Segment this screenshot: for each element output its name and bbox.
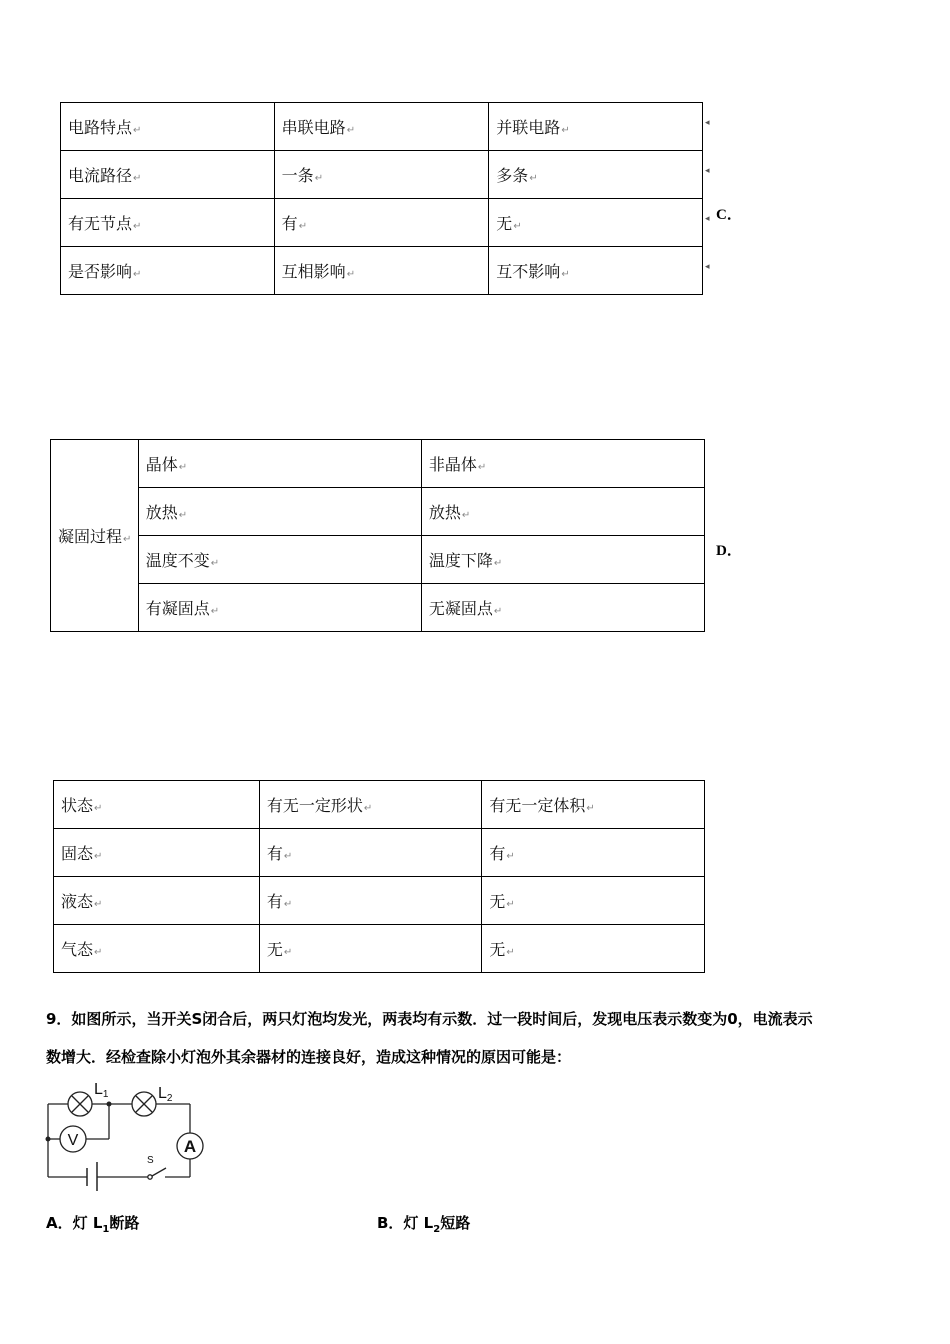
cell-text: 有无一定形状 xyxy=(266,796,363,815)
paragraph-mark: ↵ xyxy=(363,803,373,814)
cell-text: 互相影响 xyxy=(281,262,346,281)
table-cell xyxy=(61,151,275,199)
table-cell xyxy=(138,584,421,632)
paragraph-mark: ↵ xyxy=(210,606,220,617)
lamp-l2-icon xyxy=(132,1092,156,1116)
lamp-l1-icon xyxy=(68,1092,92,1116)
table-row xyxy=(54,925,705,973)
cell-text: 气态 xyxy=(61,940,94,959)
paragraph-mark: ↵ xyxy=(178,462,188,473)
paragraph-mark: ↵ xyxy=(314,173,324,184)
paragraph-mark: ↵ xyxy=(94,803,103,814)
cell-text: 串联电路 xyxy=(281,118,346,137)
paragraph-mark: ↵ xyxy=(461,510,471,521)
paragraph-mark: ↵ xyxy=(94,947,103,958)
table-row xyxy=(54,829,705,877)
paragraph-mark: ↵ xyxy=(346,125,356,136)
cell-text: 无 xyxy=(496,214,513,233)
ammeter-icon xyxy=(177,1133,203,1159)
paragraph-mark: ↵ xyxy=(561,269,570,280)
table-cell xyxy=(51,440,139,632)
voltmeter-icon xyxy=(60,1126,86,1152)
cell-text: 是否影响 xyxy=(68,262,133,281)
table-cell xyxy=(259,925,482,973)
paragraph-mark: ↵ xyxy=(133,173,142,184)
cell-text: 多条 xyxy=(496,166,529,185)
table-row xyxy=(51,584,705,632)
cell-text: 有无一定体积 xyxy=(489,796,586,815)
paragraph-mark: ↵ xyxy=(493,558,503,569)
table-cell xyxy=(482,925,705,973)
cell-text: 状态 xyxy=(61,796,94,815)
table-cell xyxy=(54,877,260,925)
battery-icon xyxy=(87,1162,97,1191)
table-cell xyxy=(61,103,275,151)
row-end-mark: ◂ xyxy=(705,118,710,128)
cell-text: 无 xyxy=(266,940,283,959)
answer-a: A．灯 $L_1$断路 xyxy=(46,1214,140,1235)
table-row xyxy=(61,151,703,199)
table-cell xyxy=(421,488,704,536)
paragraph-mark: ↵ xyxy=(94,899,103,910)
paragraph-mark: ↵ xyxy=(123,534,132,545)
row-end-mark: ◂ xyxy=(705,166,710,176)
cell-text: 液态 xyxy=(61,892,94,911)
paragraph-mark: ↵ xyxy=(506,947,515,958)
paragraph-mark: ↵ xyxy=(283,851,293,862)
cell-text: 无凝固点 xyxy=(428,599,493,618)
question-9-line-1: 9．如图所示，当开关S闭合后，两只灯泡均发光，两表均有示数．过一段时间后，发现电压表示数变为0，电流表示 xyxy=(46,1010,813,1028)
table-row xyxy=(61,247,703,295)
table-cell xyxy=(482,829,705,877)
cell-text: 晶体 xyxy=(145,455,178,474)
table-cell xyxy=(489,247,703,295)
paragraph-mark: ↵ xyxy=(513,221,522,232)
cell-text: 有 xyxy=(489,844,506,863)
paragraph-mark: ↵ xyxy=(133,125,142,136)
cell-text: 固态 xyxy=(61,844,94,863)
paragraph-mark: ↵ xyxy=(586,803,595,814)
cell-text: 电流路径 xyxy=(68,166,133,185)
table-cell xyxy=(274,103,489,151)
cell-text: 互不影响 xyxy=(496,262,561,281)
svg-text:L1: L1 xyxy=(94,1081,109,1100)
table-row xyxy=(51,536,705,584)
svg-text:A: A xyxy=(183,1137,197,1156)
table-cell xyxy=(259,829,482,877)
paragraph-mark: ↵ xyxy=(493,606,503,617)
table-row xyxy=(54,877,705,925)
table-cell xyxy=(61,199,275,247)
question-9-line-2: 数增大．经检查除小灯泡外其余器材的连接良好，造成这种情况的原因可能是： xyxy=(46,1048,572,1066)
row-end-mark: ◂ xyxy=(705,262,710,272)
table-cell xyxy=(482,781,705,829)
table-cell xyxy=(54,925,260,973)
table-cell xyxy=(482,877,705,925)
table-cell xyxy=(259,781,482,829)
cell-text: 有凝固点 xyxy=(145,599,210,618)
solidification-table xyxy=(50,439,705,632)
paragraph-mark: ↵ xyxy=(529,173,538,184)
cell-text: 一条 xyxy=(281,166,314,185)
option-d-label: D． xyxy=(716,543,742,559)
table-cell xyxy=(138,440,421,488)
svg-text:V: V xyxy=(67,1132,79,1149)
circuit-comparison-table xyxy=(60,102,703,295)
table-cell xyxy=(489,199,703,247)
cell-text: 温度下降 xyxy=(428,551,493,570)
table-row xyxy=(51,488,705,536)
row-end-mark: ◂ xyxy=(705,214,710,224)
paragraph-mark: ↵ xyxy=(94,851,103,862)
table-cell xyxy=(61,247,275,295)
table-cell xyxy=(54,829,260,877)
table-cell xyxy=(421,440,704,488)
cell-text: 并联电路 xyxy=(496,118,561,137)
table-cell xyxy=(138,536,421,584)
paragraph-mark: ↵ xyxy=(506,899,515,910)
table-cell xyxy=(421,584,704,632)
paragraph-mark: ↵ xyxy=(210,558,220,569)
paragraph-mark: ↵ xyxy=(346,269,356,280)
cell-text: 有无节点 xyxy=(68,214,133,233)
paragraph-mark: ↵ xyxy=(477,462,487,473)
paragraph-mark: ↵ xyxy=(561,125,570,136)
switch-label: S xyxy=(147,1155,154,1166)
cell-text: 有 xyxy=(266,844,283,863)
table-row xyxy=(61,199,703,247)
cell-text: 温度不变 xyxy=(145,551,210,570)
table-cell xyxy=(274,247,489,295)
switch-icon xyxy=(148,1168,166,1179)
table-cell xyxy=(259,877,482,925)
cell-text: 凝固过程 xyxy=(58,527,123,546)
table-cell xyxy=(489,103,703,151)
table-cell xyxy=(489,151,703,199)
svg-text:L2: L2 xyxy=(158,1085,173,1104)
cell-text: 无 xyxy=(489,940,506,959)
cell-text: 有 xyxy=(281,214,298,233)
paragraph-mark: ↵ xyxy=(283,947,293,958)
circuit-diagram xyxy=(40,1078,215,1193)
table-cell xyxy=(274,199,489,247)
table-row xyxy=(61,103,703,151)
table-cell xyxy=(54,781,260,829)
paragraph-mark: ↵ xyxy=(506,851,515,862)
paragraph-mark: ↵ xyxy=(178,510,188,521)
paragraph-mark: ↵ xyxy=(133,269,142,280)
paragraph-mark: ↵ xyxy=(283,899,293,910)
cell-text: 放热 xyxy=(428,503,461,522)
cell-text: 电路特点 xyxy=(68,118,133,137)
table-cell xyxy=(421,536,704,584)
states-of-matter-table xyxy=(53,780,705,973)
table-row xyxy=(51,440,705,488)
table-row xyxy=(54,781,705,829)
paragraph-mark: ↵ xyxy=(298,221,308,232)
table-cell xyxy=(138,488,421,536)
cell-text: 有 xyxy=(266,892,283,911)
table-cell xyxy=(274,151,489,199)
cell-text: 放热 xyxy=(145,503,178,522)
cell-text: 无 xyxy=(489,892,506,911)
cell-text: 非晶体 xyxy=(428,455,477,474)
answer-b: B．灯 $L_2$短路 xyxy=(377,1214,471,1235)
paragraph-mark: ↵ xyxy=(133,221,142,232)
option-c-label: C． xyxy=(716,207,742,223)
